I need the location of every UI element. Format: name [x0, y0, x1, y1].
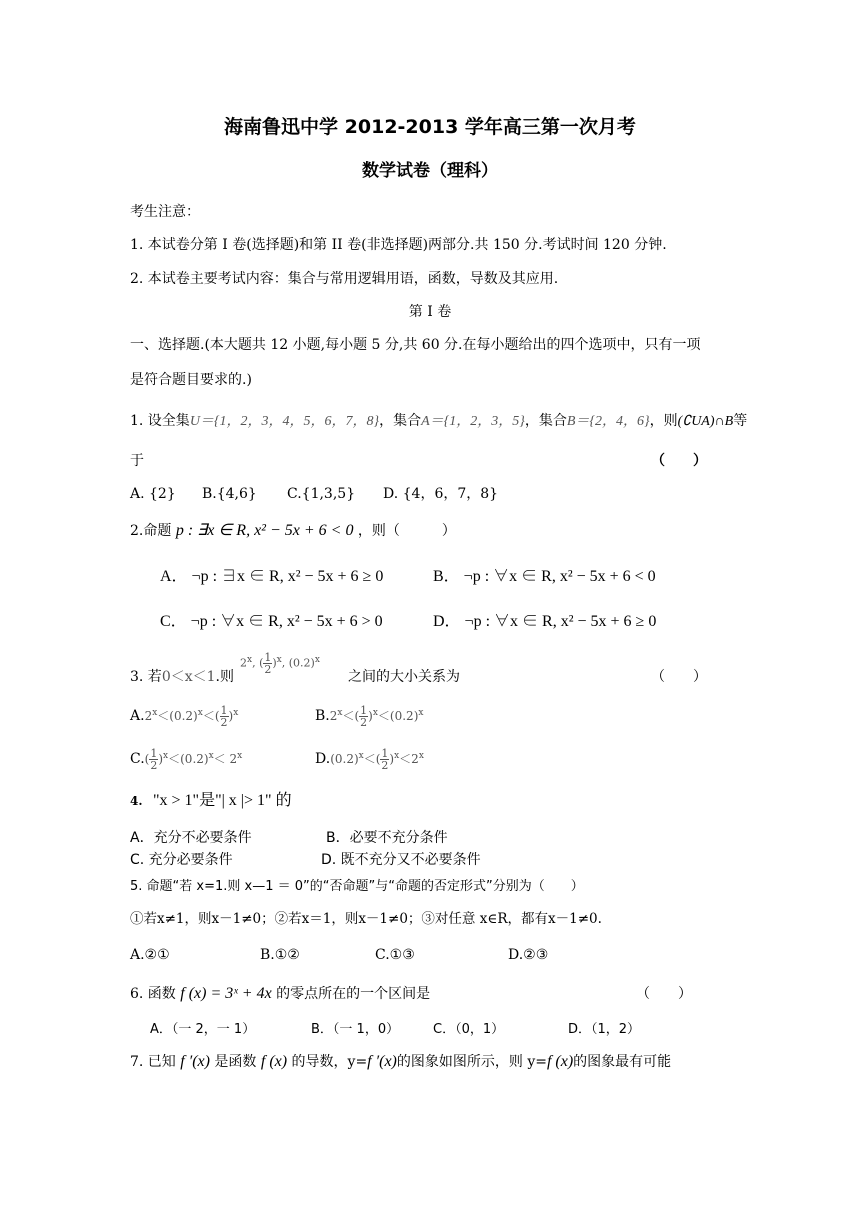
- q6-stem-a: 6. 函数: [130, 986, 176, 1002]
- question-7-stem: [130, 1053, 671, 1071]
- q2-stem: 2.命题: [130, 523, 172, 539]
- q5-option-b: B.①②: [260, 947, 300, 963]
- question-6-stem: [130, 985, 430, 1003]
- q4-option-b: B．必要不充分条件: [326, 830, 448, 846]
- q7-stem-a: 7. 已知: [130, 1054, 176, 1070]
- q6-function: f (x) = 3ˣ + 4x: [180, 985, 272, 1002]
- q2-option-a: A． ¬p : ∃x ∈ R, x² − 5x + 6 ≥ 0: [160, 568, 384, 585]
- q3-option-d: $D.(0.2)^x<$( $\frac{1}{2}$ )$^x<2^x$: [315, 747, 424, 772]
- q4-number: 4.: [130, 794, 143, 808]
- q1-answer-paren: （ ）: [651, 453, 707, 469]
- q5-line2: ①若x≠1，则x－1≠0；②若x＝1，则x－1≠0；③对任意 x∈R，都有x－1≠0.: [130, 911, 602, 927]
- q7-stem-d: 的图象如图所示，则 y=: [396, 1054, 547, 1070]
- q7-derivative-2: f ′(x): [367, 1053, 397, 1070]
- q1-set-b: B＝{2，4，6}: [566, 414, 650, 429]
- volume-label: 第 I 卷: [408, 304, 452, 320]
- q3-option-b-label: B.: [315, 708, 330, 724]
- q3-stem-b: .则: [215, 669, 234, 685]
- q1-expression: (∁UA)∩B: [677, 414, 734, 429]
- question-4-stem: [130, 792, 292, 810]
- question-1-stem: [130, 412, 747, 431]
- section-heading-2: 是符合题目要求的.): [130, 372, 252, 388]
- q4-option-c: C. 充分必要条件: [130, 852, 233, 868]
- q3-option-a-label: A.: [130, 708, 145, 724]
- q7-derivative: f ′(x): [180, 1053, 210, 1070]
- q3-option-c-label: C.: [130, 751, 145, 767]
- q4-option-d: D. 既不充分又不必要条件: [321, 852, 481, 868]
- q3-stem-c: 之间的大小关系为: [348, 669, 460, 685]
- q1-option-b: B.{4,6}: [202, 486, 257, 502]
- q1-stem-d: ，则: [649, 413, 678, 429]
- question-3-stem: [130, 668, 234, 686]
- q3-stem-a: 3. 若: [130, 669, 162, 685]
- q6-answer-paren: （ ）: [636, 986, 692, 1002]
- q5-stem: 5. 命题“若 x=1.则 x—1 ＝ 0”的“否命题”与“命题的否定形式”分别为（ ）: [130, 879, 584, 894]
- q7-function-2: f (x): [546, 1053, 574, 1070]
- q7-stem-c: 的导数，y=: [291, 1054, 368, 1070]
- q7-function: f (x): [260, 1053, 288, 1070]
- q1-stem-e: 等: [733, 413, 748, 429]
- q6-option-d: D．（1，2）: [568, 1022, 641, 1037]
- notice-label: 考生注意：: [130, 204, 200, 220]
- q6-option-b: B．（一 1，0）: [311, 1022, 400, 1037]
- q4-option-a: A．充分不必要条件: [130, 830, 252, 846]
- q2-option-c: C． ¬p : ∀x ∈ R, x² − 5x + 6 > 0: [160, 613, 383, 630]
- q5-option-d: D.②③: [508, 947, 549, 963]
- section-heading-1: 一、选择题.(本大题共 12 小题,每小题 5 分,共 60 分.在每小题给出的四个选项中，只有一项: [130, 337, 701, 353]
- q1-option-d: D. {4，6，7，8}: [383, 486, 499, 502]
- notice-1: 1. 本试卷分第 I 卷(选择题)和第 II 卷(非选择题)两部分.共 150 分.考试时间 120 分钟.: [130, 237, 667, 253]
- q1-stem-c: ，集合: [524, 413, 567, 429]
- page-subtitle: 数学试卷（理科）: [362, 161, 498, 181]
- q7-stem-e: 的图象最有可能: [573, 1054, 672, 1070]
- notice-2: 2. 本试卷主要考试内容：集合与常用逻辑用语，函数，导数及其应用.: [130, 271, 559, 287]
- q2-then: ，则（ ）: [357, 523, 456, 539]
- page-title: 海南鲁迅中学 2012-2013 学年高三第一次月考: [224, 116, 636, 138]
- q3-condition: 0＜x＜1: [161, 669, 216, 685]
- q5-option-c: C.①③: [375, 947, 415, 963]
- q7-stem-b: 是函数: [214, 1054, 257, 1070]
- q3-answer-paren: （ ）: [651, 669, 707, 685]
- q1-stem-a: 1. 设全集: [130, 413, 190, 429]
- q5-option-a: A.②①: [130, 947, 170, 963]
- q2-option-b: B． ¬p : ∀x ∈ R, x² − 5x + 6 < 0: [433, 568, 656, 585]
- question-2-stem: [130, 522, 456, 540]
- q6-option-c: C．（0，1）: [433, 1022, 505, 1037]
- q6-stem-b: 的零点所在的一个区间是: [276, 986, 431, 1002]
- q1-line2: 于: [130, 453, 144, 469]
- q3-option-b: $B.2^x<$( $\frac{1}{2}$ )$^x<(0.2)^x$: [315, 704, 424, 729]
- q1-set-a: A＝{1，2，3，5}: [421, 414, 525, 429]
- q3-option-a: $A.2^x<(0.2)^x<$( $\frac{1}{2}$ )$^x$: [130, 704, 239, 729]
- q2-proposition: p : ∃x ∈ R, x² − 5x + 6 < 0: [175, 522, 354, 539]
- q4-stem: "x > 1"是"| x |> 1" 的: [152, 792, 292, 809]
- q2-option-d: D． ¬p : ∀x ∈ R, x² − 5x + 6 ≥ 0: [433, 613, 657, 630]
- q1-option-c: C.{1,3,5}: [287, 486, 356, 502]
- q1-option-a: A. {2}: [130, 486, 176, 502]
- q3-option-c: C.( $\frac{1}{2}$ )$^x<(0.2)^x< 2^x$: [130, 747, 243, 772]
- q1-stem-b: ，集合: [379, 413, 422, 429]
- q1-set-u: U＝{1，2，3，4，5，6，7，8}: [189, 414, 380, 429]
- q3-expressions: 2$^x$, ( $\frac{1}{2}$ )$^x$, $(0.2)^x$: [240, 651, 320, 676]
- q3-option-d-label: D.: [315, 751, 331, 767]
- q6-option-a: A．（一 2，一 1）: [150, 1022, 256, 1037]
